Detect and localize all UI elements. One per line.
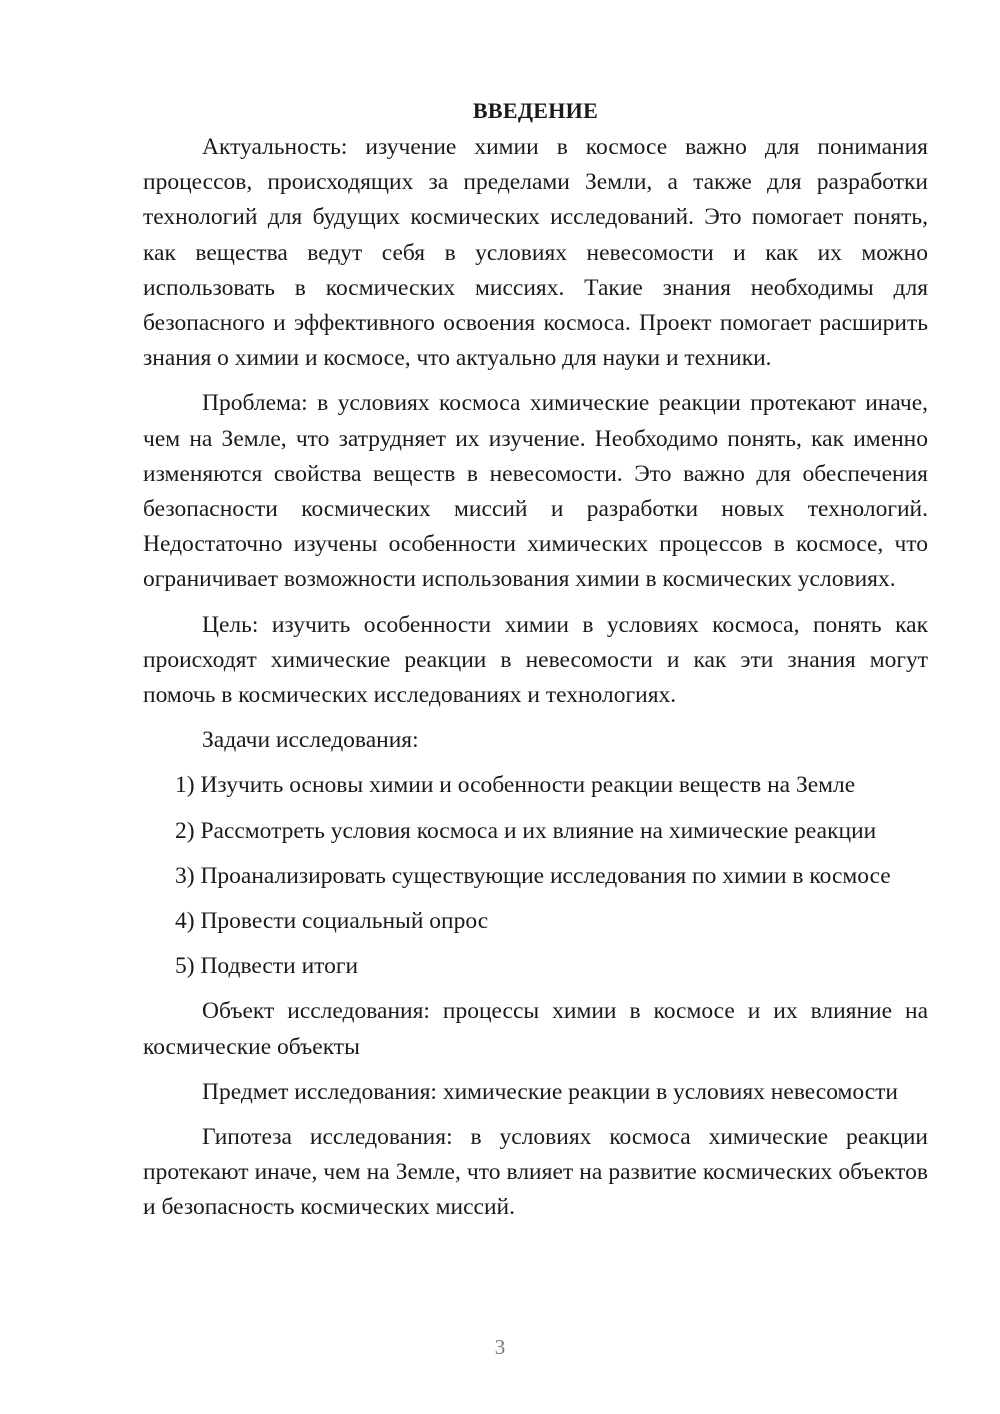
- list-item: 2) Рассмотреть условия космоса и их влияние на химические реакции: [175, 817, 877, 844]
- subject-paragraph: Предмет исследования: химические реакции в условиях невесомости: [202, 1078, 899, 1105]
- relevance-paragraph: Актуальность: изучение химии в космосе важно для понимания процессов, происходящих за пределами Земли, а также для разработки технологий для будущих космических исследований. Это помогает понять, как вещества ведут себя в условиях невесомости и как их можно использовать в космических миссиях. Такие знания необходимы для безопасного и эффективного освоения космоса. Проект помогает расширить знания о химии и космосе, что актуально для науки и техники.: [143, 134, 928, 372]
- page-title: ВВЕДЕНИЕ: [472, 98, 599, 123]
- object-paragraph: Объект исследования: процессы химии в космосе и их влияние на космические объекты: [143, 998, 928, 1060]
- tasks-heading: Задачи исследования:: [202, 727, 419, 754]
- list-item: 5) Подвести итоги: [175, 953, 359, 980]
- list-item: 1) Изучить основы химии и особенности реакции веществ на Земле: [175, 772, 856, 799]
- goal-paragraph: Цель: изучить особенности химии в условиях космоса, понять как происходят химические реакции в невесомости и как эти знания могут помочь в космических исследованиях и технологиях.: [143, 611, 928, 709]
- page-number: 3: [494, 1335, 506, 1359]
- hypothesis-paragraph: Гипотеза исследования: в условиях космоса химические реакции протекают иначе, чем на Земле, что влияет на развитие космических объектов и безопасность космических миссий.: [143, 1124, 928, 1221]
- list-item: 3) Проанализировать существующие исследования по химии в космосе: [175, 862, 891, 889]
- problem-paragraph: Проблема: в условиях космоса химические реакции протекают иначе, чем на Земле, что затрудняет их изучение. Необходимо понять, как именно изменяются свойства веществ в невесомости. Это важно для обеспечения безопасности космических миссий и разработки новых технологий. Недостаточно изучены особенности химических процессов в космосе, что ограничивает возможности использования химии в космических условиях.: [143, 390, 928, 593]
- tasks-list: [143, 768, 928, 984]
- page-content: [143, 92, 928, 1226]
- list-item: 4) Провести социальный опрос: [175, 908, 489, 935]
